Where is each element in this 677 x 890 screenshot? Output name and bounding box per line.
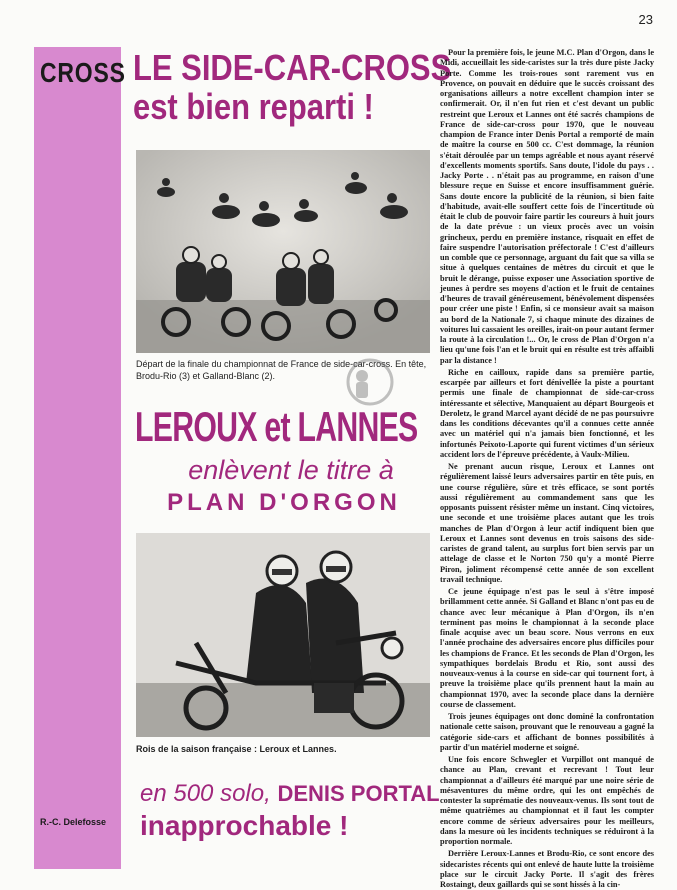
photo2-caption: Rois de la saison française : Leroux et Lannes.: [136, 744, 337, 754]
page-number: 23: [638, 12, 653, 27]
second-headline-line1: LEROUX et LANNES: [135, 403, 418, 450]
race-start-photo: [136, 150, 430, 353]
article-body: [440, 48, 654, 889]
race-start-photo-graphic: [136, 150, 430, 353]
article-paragraph: Riche en cailloux, rapide dans sa première partie, escarpée par ailleurs et fort dénivellée la piste a pourtant permis une finale de championnat de side-car-cross intéressante et sélective, Manquaient au départ Bourgeois et Deroletz, le grand Marcel ayant décidé de ne pas poursuivre dans les conditions décevantes qu'il a connues cette année avec un matériel qui n'a jamais bien fonctionné, et les infortunés Peixoto-Laporte qui furent victimes d'un sérieux accident lors de l'épreuve précédente, à Vaulx-Milieu.: [440, 367, 654, 459]
third-headline-line1: [140, 780, 440, 808]
article-paragraph: Trois jeunes équipages ont donc dominé la confrontation nationale cette saison, prouvant que le renouveau a gagné la catégorie side-cars et affichant de bonnes possibilités à partir d'un matériel moderne et soigné.: [440, 712, 654, 752]
third-headline-intro: en 500 solo,: [140, 780, 278, 807]
magenta-side-band: [34, 47, 121, 869]
main-headline: [133, 47, 452, 127]
section-tag: CROSS: [40, 57, 126, 88]
article-paragraph: Pour la première fois, le jeune M.C. Plan d'Orgon, dans le Midi, accueillait les side-caristes sur la très dure piste Jacky Porte. Comme les trois-roues sont rarement vus en Provence, on pouvait en déduire que le succès croissant des organisations ailleurs a notre excellent champion inter se confirmerait. Or, il n'en fut rien et c'est devant un public restreint que Leroux et Lannes ont été sacrés champions de France de side-car-cross pour 1970, que le nouveau champion de France inter Denis Portal a remporté de main de maître la course en 500 cc. C'est dommage, la réunion s'était déroulée par un temps agréable et nous ayant réservé d'excellents moments sportifs. Sans doute, l'idole du pays . . Jacky Porte . . n'était pas au programme, en raison d'une blessure reçue en Suisse et encore insuffisamment guérie. Sans doute encore la publicité de la réunion, si bien faite d'habitude, avait-elle souffert cette fois de l'incertitude où était le club de pouvoir faire partir les coureurs à huit jours de la date prévue : un vieux procès avec un voisin grincheux, perdu en première instance, risquait en effet de faire suspendre l'autorisation préfectorale ! C'est d'ailleurs un comble que ce personnage, arguant du fait que sa villa se situe à quelques centaines de mètres du circuit et que le bruit le dérange, puisse exposer une Association sportive de jeunes à perdre ses moyens d'action et le fruit de centaines d'heures de travail généreusement, bénévolement dispensées pour créer une piste ! Enfin, si ce monsieur avait sa maison au bord de la Nationale 7, si chaque minute des dizaines de voitures lui cassaient les oreilles, irait-on pour autant fermer la route à la circulation !... Or, le cross de Plan d'Orgon n'a lieu qu'une fois l'an et le bruit qui en résulte est très affaibli par la distance !: [440, 48, 654, 365]
photo-credit: R.-C. Delefosse: [40, 817, 107, 827]
second-headline-line2: enlèvent le titre à: [188, 455, 394, 485]
article-paragraph: Ne prenant aucun risque, Leroux et Lannes ont régulièrement laissé leurs adversaires partir en tête puis, en une course régulière, sûre et très efficace, se sont portés aussi régulièrement au commandement sans que les opposants puissent résister même un instant. Cinq victoires, une seconde et une troisième places autant que les trois manches de Plan d'Orgon à leur actif indiquent bien que Leroux et Lannes sont devenus en trois saisons des side-caristes de grand talent, au surplus fort bien servis par un attelage de classe et le Norton 750 qu'y a monté Pierre Piron, joliment récompensé cette année de son excellent travail technique.: [440, 462, 654, 584]
article-paragraph: Une fois encore Schwegler et Vurpillot ont manqué de chance au Plan, crevant et recrevant ! Tout leur championnat a d'ailleurs été marqué par une noire série de mésaventures du même ordre, qui les ont empêchés de contester la suprématie des nouveaux-venus. Ils sont tout de même quatrièmes au championnat et il faut les compter encore comme de sérieux adversaires pour les meilleurs, dans la mesure où les incidents techniques se réduiront à la proportion normale.: [440, 755, 654, 846]
champions-photo: [136, 533, 430, 737]
main-headline-line1: LE SIDE-CAR-CROSS: [133, 47, 452, 88]
third-headline-name: DENIS PORTAL: [277, 781, 440, 806]
watermark-logo-graphic: [346, 358, 394, 406]
main-headline-line2: est bien reparti !: [133, 86, 374, 127]
article-paragraph: Derrière Leroux-Lannes et Brodu-Rio, ce sont encore des sidecaristes récents qui ont enlevé de haute lutte la troisième place sur le circuit Jacky Porte. Il s'agit des frères Rostaingt, deux gaillards qui se sont hissés à la cin-: [440, 849, 654, 889]
photo1-caption: Départ de la finale du championnat de France de side-car-cross. En tête, Brodu-Rio (3) et Galland-Blanc (2).: [136, 359, 427, 381]
second-headline-line3: PLAN D'ORGON: [167, 489, 401, 516]
third-headline-line2: inapprochable !: [140, 810, 349, 841]
champions-photo-graphic: [136, 533, 430, 737]
watermark-logo: [346, 358, 394, 406]
article-paragraph: Ce jeune équipage n'est pas le seul à s'être imposé brillamment cette année. Si Galland et Blanc n'ont pas eu de chance avec leur mécanique à Plan d'Orgon, ils n'en terminent pas moins le championnat à la seconde place finale acquise avec un beau score. Nous verrons en eux l'année prochaine des adversaires encore plus difficiles pour les champions de France. Et les seconds de Plan d'Orgon, les sympathiques bordelais Brodu et Rio, sont aussi des nouveaux-venus à la course en side-car qui tournent fort, à preuve la troisième place qu'ils prennent haut la main au championnat 1970, avec la seconde place dans la dernière course de classement.: [440, 587, 654, 709]
